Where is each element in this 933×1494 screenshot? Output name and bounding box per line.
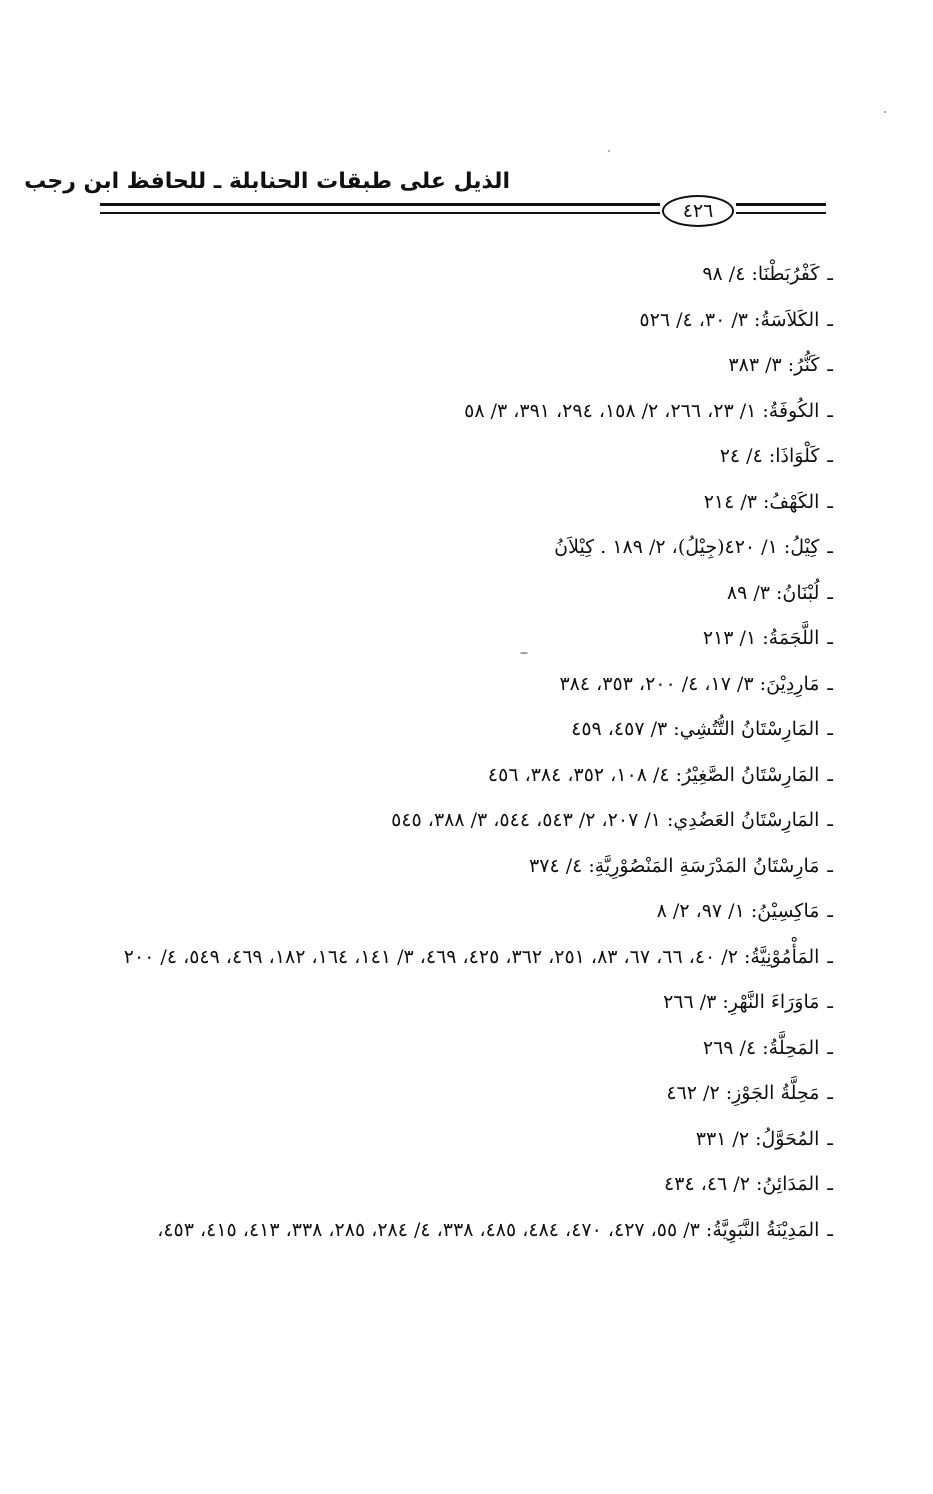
entry-bullet: ـ bbox=[827, 763, 833, 786]
index-entry bbox=[73, 1071, 833, 1117]
entry-text: مَارِدِيْنَ: ٣/ ١٧، ٤/ ٢٠٠، ٣٥٣، ٣٨٤ bbox=[559, 672, 820, 695]
index-entry bbox=[73, 980, 833, 1026]
page-number: ٤٢٦ bbox=[662, 195, 734, 227]
entry-text: كِيْلُ: ١/ ٤٢٠(جِيْلُ)، ٢/ ١٨٩ . كِيْلاَنُ bbox=[554, 536, 820, 558]
index-entry bbox=[73, 1162, 833, 1208]
index-entry bbox=[73, 480, 833, 526]
header-rule-left-thin bbox=[100, 212, 660, 214]
entry-text: المَدِيْنَةُ النَّبَوِيَّةُ: ٣/ ٥٥، ٤٢٧، ٤٧٠، ٤٨٤، ٤٨٥، ٣٣٨، ٤/ ٢٨٤، ٢٨٥، ٣٣٨، ٤١٣، ٤١٥، ٤٥٣، bbox=[157, 1218, 820, 1241]
index-entry bbox=[73, 889, 833, 935]
entry-bullet: ـ bbox=[827, 1036, 833, 1059]
entry-text: الكَلاَسَةُ: ٣/ ٣٠، ٤/ ٥٢٦ bbox=[639, 308, 820, 331]
entry-bullet: ـ bbox=[827, 1218, 833, 1241]
index-entry bbox=[73, 798, 833, 844]
scan-speck bbox=[608, 150, 610, 152]
entry-text: كَلْوَاذَا: ٤/ ٢٤ bbox=[719, 445, 820, 467]
header-rule-left bbox=[100, 203, 660, 206]
entry-text: كَفْرُبَطْنَا: ٤/ ٩٨ bbox=[702, 263, 820, 285]
entry-text: الكَهْفُ: ٣/ ٢١٤ bbox=[703, 490, 820, 513]
index-entry bbox=[73, 525, 833, 571]
index-entries bbox=[73, 252, 833, 1253]
index-entry bbox=[73, 1026, 833, 1072]
entry-text: المُحَوَّلُ: ٢/ ٣٣١ bbox=[695, 1127, 820, 1150]
entry-bullet: ـ bbox=[827, 900, 833, 922]
entry-bullet: ـ bbox=[827, 1173, 833, 1195]
entry-text: مَارِسْتَانُ المَدْرَسَةِ المَنْصُوْرِيَّةِ: ٤/ ٣٧٤ bbox=[529, 854, 820, 877]
entry-bullet: ـ bbox=[827, 399, 833, 422]
entry-text: المَارِسْتَانُ التُّتُشِي: ٣/ ٤٥٧، ٤٥٩ bbox=[571, 718, 820, 740]
entry-bullet: ـ bbox=[827, 809, 833, 831]
index-entry bbox=[73, 935, 833, 981]
entry-bullet: ـ bbox=[827, 581, 833, 604]
entry-bullet: ـ bbox=[827, 263, 833, 285]
index-entry bbox=[73, 298, 833, 344]
entry-text: الكُوفَةُ: ١/ ٢٣، ٢٦٦، ٢/ ١٥٨، ٢٩٤، ٣٩١، ٣/ ٥٨ bbox=[464, 399, 820, 422]
index-entry bbox=[73, 753, 833, 799]
index-entry bbox=[73, 389, 833, 435]
index-entry bbox=[73, 844, 833, 890]
index-entry bbox=[73, 571, 833, 617]
entry-text: مَاكِسِيْنُ: ١/ ٩٧، ٢/ ٨ bbox=[656, 900, 820, 922]
entry-text: المَحِلَّةُ: ٤/ ٢٦٩ bbox=[702, 1036, 820, 1059]
entry-text: لُبْنَانُ: ٣/ ٨٩ bbox=[726, 581, 820, 604]
entry-text: المَأْمُوْنِيَّةُ: ٢/ ٤٠، ٦٦، ٦٧، ٨٣، ٢٥١، ٣٦٢، ٤٢٥، ٤٦٩، ٣/ ١٤١، ١٦٤، ١٨٢، ٤٦٩، ٥٤٩، ٤/ ٢٠٠ bbox=[123, 945, 820, 968]
entry-bullet: ـ bbox=[827, 945, 833, 968]
index-entry bbox=[73, 616, 833, 662]
entry-bullet: ـ bbox=[827, 854, 833, 877]
index-entry bbox=[73, 343, 833, 389]
entry-bullet: ـ bbox=[827, 991, 833, 1013]
index-entry bbox=[73, 662, 833, 708]
entry-bullet: ـ bbox=[827, 718, 833, 740]
header-rule-right bbox=[736, 203, 826, 206]
entry-text: اللَّجَمَةُ: ١/ ٢١٣ bbox=[702, 627, 820, 649]
entry-text: المَدَائِنُ: ٢/ ٤٦، ٤٣٤ bbox=[664, 1173, 820, 1195]
entry-text: المَارِسْتَانُ العَضُدِي: ١/ ٢٠٧، ٢/ ٥٤٣، ٥٤٤، ٣/ ٣٨٨، ٥٤٥ bbox=[391, 809, 820, 831]
index-entry bbox=[73, 434, 833, 480]
scan-speck bbox=[520, 652, 528, 654]
entry-bullet: ـ bbox=[827, 490, 833, 513]
entry-bullet: ـ bbox=[827, 445, 833, 467]
entry-bullet: ـ bbox=[827, 1127, 833, 1150]
entry-bullet: ـ bbox=[827, 627, 833, 649]
entry-text: كَنُّرُ: ٣/ ٣٨٣ bbox=[728, 354, 820, 376]
index-entry bbox=[73, 707, 833, 753]
entry-text: المَارِسْتَانُ الصَّغِيْرُ: ٤/ ١٠٨، ٣٥٢، ٣٨٤، ٤٥٦ bbox=[487, 763, 820, 786]
entry-bullet: ـ bbox=[827, 1082, 833, 1104]
index-entry bbox=[73, 1117, 833, 1163]
entry-bullet: ـ bbox=[827, 354, 833, 376]
index-entry bbox=[73, 1208, 833, 1254]
entry-text: مَحِلَّةُ الجَوْزِ: ٢/ ٤٦٢ bbox=[666, 1082, 820, 1104]
header-rule-right-thin bbox=[736, 212, 826, 214]
entry-bullet: ـ bbox=[827, 536, 833, 558]
index-entry bbox=[73, 252, 833, 298]
scan-speck bbox=[884, 111, 886, 113]
running-title: الذيل على طبقات الحنابلة ـ للحافظ ابن رجب bbox=[24, 169, 510, 194]
entry-bullet: ـ bbox=[827, 672, 833, 695]
entry-text: مَاوَرَاءَ النَّهْرِ: ٣/ ٢٦٦ bbox=[663, 991, 820, 1013]
entry-bullet: ـ bbox=[827, 308, 833, 331]
